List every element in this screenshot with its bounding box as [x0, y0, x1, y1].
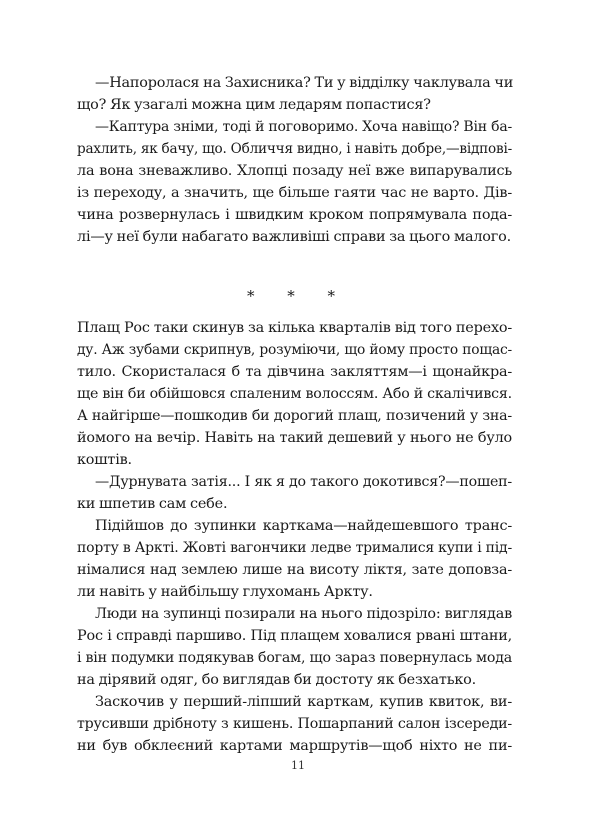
- text-line: тило. Скористалася б та дівчина закляттям—і щонайкра-: [77, 364, 512, 380]
- text-block-main: [77, 317, 512, 757]
- text-block-top: [77, 72, 512, 248]
- text-line: А найгірше—пошкодив би дорогий плащ, позичений у зна-: [77, 408, 512, 424]
- text-line: ла вона зневажливо. Хлопці позаду неї вже випарувались: [77, 163, 512, 179]
- text-line: Заскочив у перший-ліпший карткам, купив квиток, ви-: [95, 694, 512, 710]
- text-line: німалися над землею лише на висоту ліктя, зате доповза-: [77, 562, 512, 578]
- text-line: трусивши дрібноту з кишень. Пошарпаний салон ізсереди-: [77, 716, 512, 732]
- text-line: ли навіть у найбільшу глухомань Аркту.: [77, 584, 373, 600]
- text-line: ни був обклеєний картами маршрутів—щоб ніхто не пи-: [77, 738, 512, 754]
- text-line: лі—у неї були набагато важливіші справи за цього малого.: [77, 229, 511, 245]
- text-line: ще він би обійшовся спаленим волоссям. Або й скалічився.: [77, 386, 512, 402]
- text-line: Плащ Рос таки скинув за кілька кварталів від того перехо-: [77, 320, 512, 336]
- text-line: і він подумки подякував богам, що зараз повернулась мода: [77, 650, 512, 666]
- text-line: —Каптура зніми, тоді й поговоримо. Хоча навіщо? Він ба-: [95, 119, 512, 135]
- text-line: Рос і справді паршиво. Під плащем ховалися рвані штани,: [77, 628, 512, 644]
- text-line: із переходу, а значить, ще більше гаяти час не варто. Дів-: [77, 185, 512, 201]
- text-line: —Напоролася на Захисника? Ти у відділку чаклувала чи: [95, 75, 514, 91]
- text-line: ки шпетив сам себе.: [77, 496, 228, 512]
- text-line: Люди на зупинці позирали на нього підозріло: виглядав: [95, 606, 512, 622]
- text-line: рахлить, як бачу, що. Обличчя видно, і навіть добре,—відпові-: [77, 141, 512, 157]
- text-line: —Дурнувата затія... І як я до такого докотився?—пошеп-: [95, 474, 512, 490]
- section-separator: * * *: [246, 287, 350, 305]
- page-number: 11: [291, 759, 305, 772]
- text-line: йомого на вечір. Навіть на такий дешевий у нього не було: [77, 430, 512, 446]
- text-line: ду. Аж зубами скрипнув, розуміючи, що йому просто пощас-: [77, 342, 512, 358]
- text-line: чина розвернулась і швидким кроком попрямувала пода-: [77, 207, 512, 223]
- text-line: що? Як узагалі можна цим ледарям попастися?: [77, 97, 431, 113]
- text-line: Підійшов до зупинки карткама—найдешевшого транс-: [95, 518, 512, 534]
- text-line: на дірявий одяг, бо виглядав би достоту як безхатько.: [77, 672, 476, 688]
- text-line: коштів.: [77, 452, 132, 468]
- text-line: порту в Аркті. Жовті вагончики ледве трималися купи і під-: [77, 540, 512, 556]
